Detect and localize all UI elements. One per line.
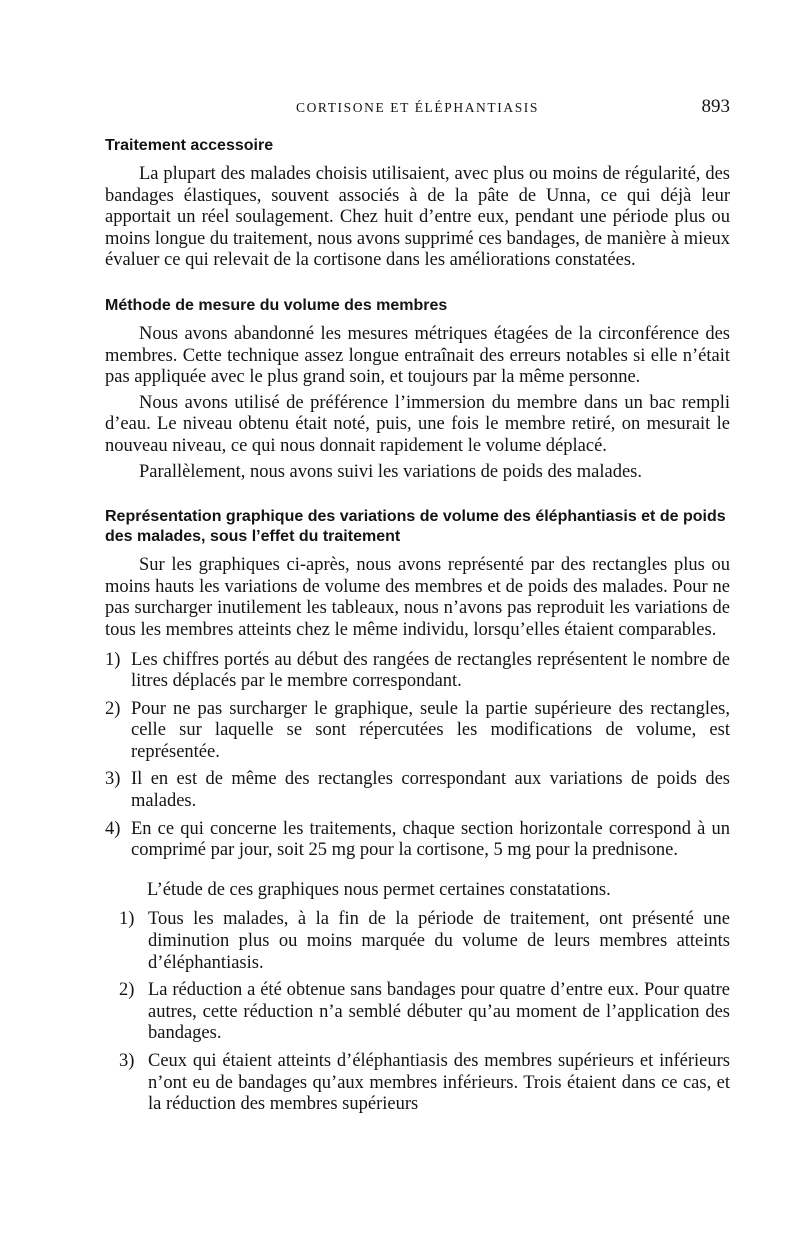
paragraph: Parallèlement, nous avons suivi les variations de poids des malades. <box>139 461 642 482</box>
list-text: En ce qui concerne les traitements, chaque section horizontale correspond à un comprimé par jour, soit 25 mg pour la cortisone, 5 mg pour la prednisone. <box>131 818 730 861</box>
list-number: 4) <box>105 818 121 839</box>
list-number: 3) <box>119 1051 135 1071</box>
list-item <box>105 819 730 862</box>
list-number: 1) <box>105 649 121 670</box>
numbered-list <box>105 650 730 862</box>
list-text: Pour ne pas surcharger le graphique, seule la partie supérieure des rectangles, celle sur laquelle se sont répercutées les modifications de volume, est représentée. <box>131 698 730 762</box>
paragraph: Sur les graphiques ci-après, nous avons représenté par des rectangles plus ou moins hauts les variations de volume des membres et de poids des malades. Pour ne pas surcharger inutilement les tableaux, nous n’avons pas reproduit les variations de tous les membres atteints chez le même individu, lorsqu’elles étaient comparables. <box>105 555 730 640</box>
paragraph: Nous avons abandonné les mesures métriques étagées de la circonférence des membres. Cette technique assez longue entraînait des erreurs notables si elle n’était pas appliquée avec le plus grand soin, et toujours par la même personne. <box>105 323 730 388</box>
page-number: 893 <box>701 96 730 117</box>
list-number: 1) <box>119 909 135 930</box>
list-text: Ceux qui étaient atteints d’éléphantiasis des membres supérieurs et inférieurs n’ont eu de bandages qu’aux membres inférieurs. Trois étaient dans ce cas, et la réduction des membres supérieurs <box>148 1051 730 1115</box>
section-heading-methode: Méthode de mesure du volume des membres <box>105 296 448 314</box>
list-number: 3) <box>105 769 121 790</box>
section-heading-representation: Représentation graphique des variations de volume des éléphantiasis et de poids des malades, sous l’effet du traitement <box>105 508 726 546</box>
list-item <box>105 1051 730 1116</box>
list-item <box>105 769 730 812</box>
document-body <box>105 136 730 1122</box>
list-item <box>105 650 730 693</box>
conclusions-list <box>105 909 730 1115</box>
page-header <box>105 96 730 120</box>
list-item <box>105 980 730 1045</box>
list-item <box>105 699 730 764</box>
paragraph: La plupart des malades choisis utilisaient, avec plus ou moins de régularité, des bandages élastiques, souvent associés à de la pâte de Unna, ce qui déjà leur apportait un réel soulagement. Chez huit d’entre eux, pendant une période plus ou moins longue du traitement, nous avons supprimé ces bandages, de manière à mieux évaluer ce qui relevait de la cortisone dans les améliorations constatées. <box>105 164 730 271</box>
list-number: 2) <box>105 698 121 719</box>
list-text: Tous les malades, à la fin de la période de traitement, ont présenté une diminution plus ou moins marquée du volume de leurs membres atteints d’éléphantiasis. <box>148 909 730 973</box>
paragraph: Nous avons utilisé de préférence l’immersion du membre dans un bac rempli d’eau. Le niveau obtenu était noté, puis, une fois le membre retiré, on mesurait le nouveau niveau, ce qui nous donnait rapidement le volume déplacé. <box>105 392 730 456</box>
list-text: La réduction a été obtenue sans bandages pour quatre d’entre eux. Pour quatre autres, cette réduction n’a semblé débuter qu’au moment de l’application des bandages. <box>148 980 730 1044</box>
list-text: Les chiffres portés au début des rangées de rectangles représentent le nombre de litres déplacés par le membre correspondant. <box>131 649 730 692</box>
list-text: Il en est de même des rectangles correspondant aux variations de poids des malades. <box>131 769 730 812</box>
running-title: CORTISONE ET ÉLÉPHANTIASIS <box>295 100 540 115</box>
list-item <box>105 909 730 974</box>
conclusions-intro: L’étude de ces graphiques nous permet certaines constatations. <box>147 879 611 900</box>
list-number: 2) <box>119 980 135 1001</box>
section-heading-traitement: Traitement accessoire <box>105 137 274 154</box>
